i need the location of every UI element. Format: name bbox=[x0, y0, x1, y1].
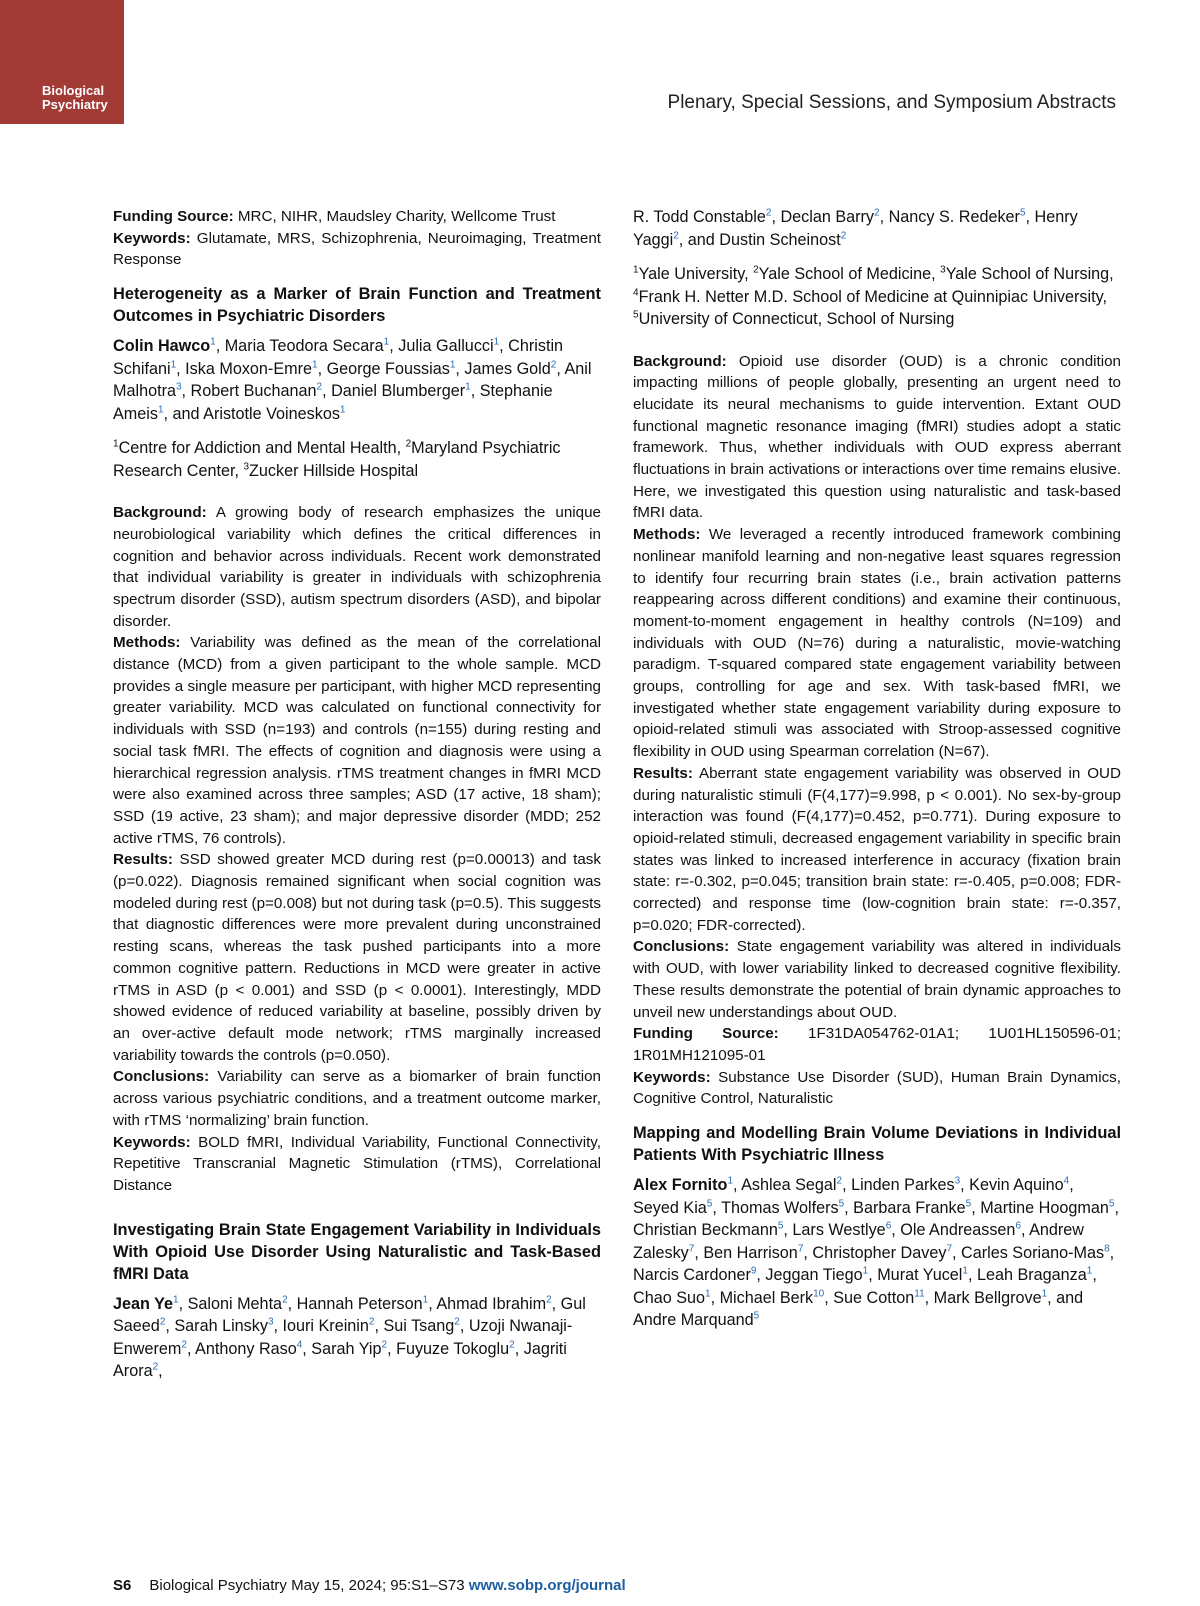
author-name: Uzoji Nwanaji-Enwerem bbox=[113, 1317, 573, 1358]
separator: , bbox=[771, 208, 781, 226]
author-name: Iouri Kreinin bbox=[282, 1317, 369, 1336]
separator: , bbox=[844, 1198, 854, 1217]
author-name: Michael Berk bbox=[719, 1288, 814, 1307]
separator: , bbox=[1109, 1243, 1115, 1262]
keywords: Keywords: Glutamate, MRS, Schizophrenia, Neuroimaging, Treatment Response bbox=[113, 229, 601, 269]
author-name: Sue Cotton bbox=[833, 1288, 915, 1307]
affiliation-text: Frank H. Netter M.D. School of Medicine at Quinnipiac University, bbox=[638, 287, 1107, 306]
separator: , and bbox=[163, 404, 204, 423]
author-name: R. Todd Constable bbox=[633, 208, 766, 226]
affiliation-ref[interactable]: 2 bbox=[152, 1361, 159, 1373]
section-title: Plenary, Special Sessions, and Symposium Abstracts bbox=[667, 92, 1116, 113]
background-section: Background: A growing body of research emphasizes the unique neurobiological variability which defines the critical differences in cognition and behavior across individuals. Recent work demonstrated that individual variability is greater in individuals with schizophrenia spectrum disorder (SSD), autism spectrum disorders (ASD), and bipolar disorder. bbox=[113, 504, 601, 630]
author-name: Aristotle Voineskos bbox=[203, 404, 340, 423]
author-name: Chao Suo bbox=[633, 1288, 705, 1307]
affiliation-ref[interactable]: 1 bbox=[1086, 1265, 1093, 1277]
author-name: Henry Yaggi bbox=[633, 208, 1078, 249]
separator: , bbox=[322, 382, 332, 401]
separator: , bbox=[374, 1317, 384, 1336]
affiliation-ref[interactable]: 2 bbox=[550, 359, 557, 371]
brand-line-2: Psychiatry bbox=[42, 97, 108, 112]
affiliation-ref[interactable]: 3 bbox=[267, 1316, 274, 1328]
separator: , bbox=[176, 359, 186, 378]
keywords: Keywords: Substance Use Disorder (SUD), Human Brain Dynamics, Cognitive Control, Naturalistic bbox=[633, 1068, 1121, 1108]
affiliation-ref[interactable]: 5 bbox=[777, 1220, 784, 1232]
affiliation-number: 1 bbox=[633, 264, 639, 276]
affiliations bbox=[633, 263, 1121, 331]
author-name: Andrew Zalesky bbox=[633, 1221, 1084, 1262]
separator: , bbox=[733, 1176, 742, 1195]
page-number: S6 bbox=[113, 1577, 132, 1594]
author-name: Iska Moxon-Emre bbox=[185, 359, 312, 378]
separator: , bbox=[803, 1243, 813, 1262]
affiliations bbox=[113, 437, 601, 482]
affiliation-ref[interactable]: 1 bbox=[1041, 1288, 1048, 1300]
affiliation-ref[interactable]: 11 bbox=[914, 1288, 925, 1300]
author-name: Andre Marquand bbox=[633, 1311, 754, 1330]
author-name: Jeggan Tiego bbox=[765, 1266, 863, 1285]
methods-section: Methods: We leveraged a recently introduced framework combining nonlinear manifold learning and non-negative least squares regression to identify four recurring brain states (i.e., brain activation patterns reappearing across different conditions) and examine their continuous, moment-to-moment engagement in healthy controls (N=109) and individuals with OUD (N=76) during a naturalistic, movie-watching paradigm. T-squared compared state engagement variability between groups, controlling for age and sex. With task-based fMRI, we investigated whether state engagement variability during exposure to opioid-related stimuli was associated with Stroop-assessed cognitive flexibility in OUD using Spearman correlation (N=67). bbox=[633, 526, 1121, 761]
affiliation-ref[interactable]: 2 bbox=[159, 1316, 166, 1328]
separator: , bbox=[459, 1317, 469, 1336]
page-footer bbox=[113, 1577, 626, 1594]
author-name: Julia Gallucci bbox=[398, 337, 494, 356]
author-name: Gul Saeed bbox=[113, 1294, 586, 1336]
affiliation-ref[interactable]: 7 bbox=[688, 1243, 695, 1255]
background-section: Background: Opioid use disorder (OUD) is a chronic condition impacting millions of people globally, presenting an urgent need to elucidate its neural mechanisms to guide intervention. Extant OUD functional magnetic resonance imaging (fMRI) studies adopt a static framework. Thus, whether individuals with OUD express aberrant fluctuations in brain activations or interactions over time remains elusive. Here, we investigated this question using naturalistic and task-based fMRI data. bbox=[633, 352, 1121, 522]
affiliation-ref[interactable]: 5 bbox=[965, 1198, 972, 1210]
author-name: Anthony Raso bbox=[195, 1339, 297, 1358]
affiliation-number: 4 bbox=[633, 287, 639, 299]
separator: , bbox=[710, 1288, 720, 1307]
separator: , bbox=[879, 208, 889, 226]
separator: , bbox=[556, 359, 565, 378]
funding-source: Funding Source: MRC, NIHR, Maudsley Charity, Wellcome Trust bbox=[113, 208, 556, 225]
methods-section: Methods: Variability was defined as the mean of the correlational distance (MCD) from a given participant to the whole sample. MCD provides a single measure per participant, with higher MCD representing greater variability. MCD was calculated on functional connectivity for individuals with SSD (n=193) and controls (n=155) during resting and social task fMRI. The effects of cognition and diagnosis were using a hierarchical regression analysis. rTMS treatment changes in fMRI MCD were also examined across three samples; ASD (17 active, 18 sham); SSD (19 active, 23 sham); and major depressive disorder (MDD; 252 active rTMS, 76 controls). bbox=[113, 634, 601, 847]
separator: , and bbox=[678, 230, 720, 249]
separator: , and bbox=[1047, 1288, 1084, 1307]
brand-line-1: Biological bbox=[42, 83, 105, 98]
affiliation-ref[interactable]: 5 bbox=[1019, 207, 1026, 219]
affiliation-number: 5 bbox=[633, 309, 639, 321]
funding-source: Funding Source: 1F31DA054762-01A1; 1U01HL150596-01; 1R01MH121095-01 bbox=[633, 1025, 1121, 1064]
separator: , bbox=[952, 1243, 962, 1262]
affiliation-ref[interactable]: 5 bbox=[838, 1198, 845, 1210]
affiliation-ref[interactable]: 2 bbox=[368, 1316, 375, 1328]
separator: , bbox=[1069, 1176, 1074, 1195]
author-name: Nancy S. Redeker bbox=[888, 208, 1020, 226]
separator: , bbox=[387, 1339, 397, 1358]
affiliation-number: 3 bbox=[243, 461, 250, 473]
author-name: Daniel Blumberger bbox=[331, 382, 466, 401]
affiliation-ref[interactable]: 2 bbox=[836, 1175, 843, 1187]
affiliation-text: Yale School of Medicine, bbox=[758, 265, 941, 283]
author-name: Thomas Wolfers bbox=[721, 1198, 839, 1217]
affiliation-ref[interactable]: 1 bbox=[705, 1288, 711, 1300]
separator: , bbox=[824, 1288, 834, 1307]
affiliation-text: Yale School of Nursing, bbox=[945, 265, 1114, 283]
separator: , bbox=[181, 382, 191, 401]
abstract-title: Mapping and Modelling Brain Volume Deviations in Individual Patients With Psychiatric Illness bbox=[633, 1124, 1121, 1165]
affiliation-ref[interactable]: 1 bbox=[449, 359, 456, 371]
affiliation-ref[interactable]: 1 bbox=[862, 1265, 869, 1277]
author-name: Jagriti Arora bbox=[113, 1339, 567, 1381]
separator: , bbox=[428, 1294, 437, 1313]
author-name: Sarah Yip bbox=[311, 1339, 382, 1358]
separator: , bbox=[287, 1294, 297, 1313]
affiliation-text: University of Connecticut, School of Nursing bbox=[638, 310, 955, 328]
affiliation-ref[interactable]: 4 bbox=[296, 1339, 303, 1351]
affiliation-ref[interactable]: 1 bbox=[210, 336, 216, 348]
affiliation-ref[interactable]: 2 bbox=[840, 230, 847, 242]
affiliation-ref[interactable]: 2 bbox=[316, 381, 323, 393]
separator: , bbox=[756, 1266, 766, 1285]
separator: , bbox=[842, 1176, 852, 1195]
affiliation-ref[interactable]: 5 bbox=[1108, 1198, 1115, 1210]
author-name: George Foussias bbox=[326, 359, 450, 378]
affiliation-number: 3 bbox=[940, 264, 946, 276]
author-name: Narcis Cardoner bbox=[633, 1266, 751, 1285]
author-name: Christin Schifani bbox=[113, 337, 564, 378]
affiliation-ref[interactable]: 3 bbox=[954, 1175, 961, 1187]
separator: , bbox=[273, 1317, 283, 1336]
citation: Biological Psychiatry May 15, 2024; 95:S1–S73 bbox=[149, 1577, 469, 1594]
author-name: Lars Westlye bbox=[792, 1221, 886, 1240]
separator: , bbox=[165, 1317, 175, 1336]
right-column bbox=[633, 206, 1121, 1332]
abstract-title: Investigating Brain State Engagement Variability in Individuals With Opioid Use Disorder Using Naturalistic and Task-Based fMRI Data bbox=[113, 1220, 601, 1283]
separator: , bbox=[891, 1221, 901, 1240]
conclusions-section: Conclusions: Variability can serve as a biomarker of brain function across various psychiatric conditions, and a treatment outcome marker, with rTMS ‘normalizing’ brain function. bbox=[113, 1068, 601, 1129]
author-name: Seyed Kia bbox=[633, 1198, 707, 1217]
affiliation-ref[interactable]: 7 bbox=[946, 1243, 953, 1255]
separator: , bbox=[215, 337, 225, 356]
affiliation-ref[interactable]: 9 bbox=[750, 1265, 757, 1277]
affiliation-ref[interactable]: 5 bbox=[753, 1310, 760, 1322]
separator: , bbox=[694, 1243, 704, 1262]
author-name: Alex Fornito bbox=[633, 1176, 728, 1195]
affiliation-ref[interactable]: 1 bbox=[339, 404, 346, 416]
separator: , bbox=[389, 337, 399, 356]
separator: , bbox=[924, 1288, 934, 1307]
author-name: Barbara Franke bbox=[853, 1198, 966, 1217]
author-name: Sarah Linsky bbox=[174, 1317, 268, 1336]
author-name: Christian Beckmann bbox=[633, 1221, 778, 1240]
author-list bbox=[633, 1174, 1121, 1332]
separator: , bbox=[470, 382, 480, 401]
author-name: Carles Soriano-Mas bbox=[961, 1243, 1105, 1262]
separator: , bbox=[455, 359, 465, 378]
author-name: Stephanie Ameis bbox=[113, 382, 553, 423]
affiliation-ref[interactable]: 1 bbox=[962, 1265, 968, 1277]
separator: , bbox=[514, 1339, 524, 1358]
separator: , bbox=[186, 1339, 196, 1358]
affiliation-number: 2 bbox=[405, 438, 412, 450]
affiliation-ref[interactable]: 2 bbox=[765, 207, 772, 219]
affiliation-text: Zucker Hillside Hospital bbox=[249, 461, 419, 480]
author-name: Kevin Aquino bbox=[969, 1176, 1064, 1195]
affiliation-ref[interactable]: 1 bbox=[422, 1294, 429, 1306]
author-name: Anil Malhotra bbox=[113, 359, 592, 401]
author-name: Ole Andreassen bbox=[900, 1221, 1016, 1240]
author-name: James Gold bbox=[464, 359, 551, 378]
separator: , bbox=[551, 1294, 561, 1313]
separator: , bbox=[712, 1198, 722, 1217]
author-name: Jean Ye bbox=[113, 1294, 174, 1313]
separator: , bbox=[868, 1266, 878, 1285]
author-name: Hannah Peterson bbox=[296, 1294, 423, 1313]
affiliation-text: Yale University, bbox=[638, 265, 754, 283]
affiliation-ref[interactable]: 7 bbox=[797, 1243, 804, 1255]
author-name: Leah Braganza bbox=[976, 1266, 1087, 1285]
affiliation-ref[interactable]: 5 bbox=[706, 1198, 713, 1210]
affiliation-ref[interactable]: 1 bbox=[493, 336, 500, 348]
affiliation-number: 1 bbox=[113, 438, 119, 450]
separator: , bbox=[1021, 1221, 1030, 1240]
author-name: Ashlea Segal bbox=[741, 1176, 837, 1195]
author-name: Fuyuze Tokoglu bbox=[396, 1339, 510, 1358]
affiliation-number: 2 bbox=[753, 264, 759, 276]
separator: , bbox=[783, 1221, 793, 1240]
affiliation-ref[interactable]: 1 bbox=[157, 404, 164, 416]
author-name: Sui Tsang bbox=[383, 1317, 455, 1336]
author-list bbox=[113, 335, 601, 425]
journal-link[interactable]: www.sobp.org/journal bbox=[468, 1577, 626, 1594]
affiliation-ref[interactable]: 6 bbox=[885, 1220, 892, 1232]
author-name: Ahmad Ibrahim bbox=[436, 1294, 547, 1313]
affiliation-ref[interactable]: 1 bbox=[312, 359, 318, 371]
affiliation-ref[interactable]: 3 bbox=[175, 381, 182, 393]
results-section: Results: SSD showed greater MCD during rest (p=0.00013) and task (p=0.022). Diagnosis remained significant when social cognition was modeled during rest (p=0.008) but not during task (p=0.5). This suggests that diagnostic differences were more prevalent during unconstrained resting scans, whereas the task pushed participants into a more common cognitive pattern. Reductions in MCD were greater in active rTMS in ASD (p < 0.001) and SSD (p < 0.0001). Interestingly, MDD showed evidence of reduced variability at baseline, possibly driven by an over-active default mode network; rTMS marginally increased variability towards the controls (p=0.050). bbox=[113, 851, 601, 1064]
keywords: Keywords: BOLD fMRI, Individual Variability, Functional Connectivity, Repetitive Transcranial Magnetic Stimulation (rTMS), Correlational Distance bbox=[113, 1133, 601, 1194]
separator: , bbox=[1092, 1266, 1097, 1285]
affiliation-ref[interactable]: 10 bbox=[813, 1288, 825, 1300]
affiliation-ref[interactable]: 8 bbox=[1104, 1243, 1110, 1255]
separator: , bbox=[158, 1362, 163, 1381]
affiliation-ref[interactable]: 2 bbox=[546, 1294, 552, 1306]
author-name: Christopher Davey bbox=[812, 1243, 947, 1262]
affiliation-ref[interactable]: 2 bbox=[673, 230, 679, 242]
abstract-title: Heterogeneity as a Marker of Brain Function and Treatment Outcomes in Psychiatric Disorders bbox=[113, 285, 601, 326]
author-name: Colin Hawco bbox=[113, 337, 211, 356]
author-name: Mark Bellgrove bbox=[933, 1288, 1042, 1307]
affiliation-ref[interactable]: 1 bbox=[173, 1294, 179, 1306]
author-name: Robert Buchanan bbox=[190, 382, 317, 401]
affiliation-ref[interactable]: 1 bbox=[727, 1175, 733, 1187]
author-name: Maria Teodora Secara bbox=[224, 337, 384, 356]
conclusions-section: Conclusions: State engagement variability was altered in individuals with OUD, with lower variability linked to decreased cognitive flexibility. These results demonstrate the potential of brain dynamic approaches to unveil new understandings about OUD. bbox=[633, 938, 1121, 1021]
separator: , bbox=[302, 1339, 312, 1358]
affiliation-text: Centre for Addiction and Mental Health, bbox=[118, 439, 406, 458]
affiliation-ref[interactable]: 6 bbox=[1015, 1220, 1021, 1232]
separator: , bbox=[967, 1266, 977, 1285]
separator: , bbox=[178, 1294, 188, 1313]
author-name: Murat Yucel bbox=[877, 1266, 963, 1285]
separator: , bbox=[960, 1176, 970, 1195]
separator: , bbox=[1114, 1198, 1119, 1217]
author-name: Linden Parkes bbox=[851, 1176, 955, 1195]
affiliation-text: Maryland Psychiatric Research Center, bbox=[113, 439, 561, 480]
affiliation-ref[interactable]: 1 bbox=[170, 359, 177, 371]
journal-logo bbox=[0, 0, 124, 124]
affiliation-ref[interactable]: 4 bbox=[1063, 1175, 1070, 1187]
affiliation-ref[interactable]: 2 bbox=[509, 1339, 515, 1351]
affiliation-ref[interactable]: 2 bbox=[282, 1294, 288, 1306]
affiliation-ref[interactable]: 2 bbox=[454, 1316, 460, 1328]
separator: , bbox=[971, 1198, 981, 1217]
separator: , bbox=[499, 337, 509, 356]
affiliation-ref[interactable]: 1 bbox=[465, 381, 471, 393]
author-list bbox=[113, 1293, 601, 1383]
affiliation-ref[interactable]: 1 bbox=[383, 336, 390, 348]
author-name: Declan Barry bbox=[780, 208, 875, 226]
separator: , bbox=[1025, 208, 1035, 226]
author-name: Martine Hoogman bbox=[980, 1198, 1109, 1217]
author-list bbox=[633, 206, 1121, 251]
affiliation-ref[interactable]: 2 bbox=[181, 1339, 187, 1351]
affiliation-ref[interactable]: 2 bbox=[381, 1339, 388, 1351]
left-column bbox=[113, 206, 601, 1383]
author-name: Dustin Scheinost bbox=[719, 230, 841, 249]
results-section: Results: Aberrant state engagement variability was observed in OUD during naturalistic stimuli (F(4,177)=9.998, p < 0.001). No sex-by-group interaction was found (F(4,177)=0.452, p=0.771). During exposure to opioid-related stimuli, decreased engagement variability in specific brain states was linked to increased interference in accuracy (fixation brain state: r=-0.302, p=0.045; transition brain state: r=-0.405, p=0.008; FDR-corrected) and response time (low-cognition brain state: r=-0.357, p=0.020; FDR-corrected). bbox=[633, 764, 1121, 934]
affiliation-ref[interactable]: 2 bbox=[874, 207, 880, 219]
author-name: Ben Harrison bbox=[703, 1243, 798, 1262]
separator: , bbox=[317, 359, 327, 378]
author-name: Saloni Mehta bbox=[187, 1294, 283, 1313]
